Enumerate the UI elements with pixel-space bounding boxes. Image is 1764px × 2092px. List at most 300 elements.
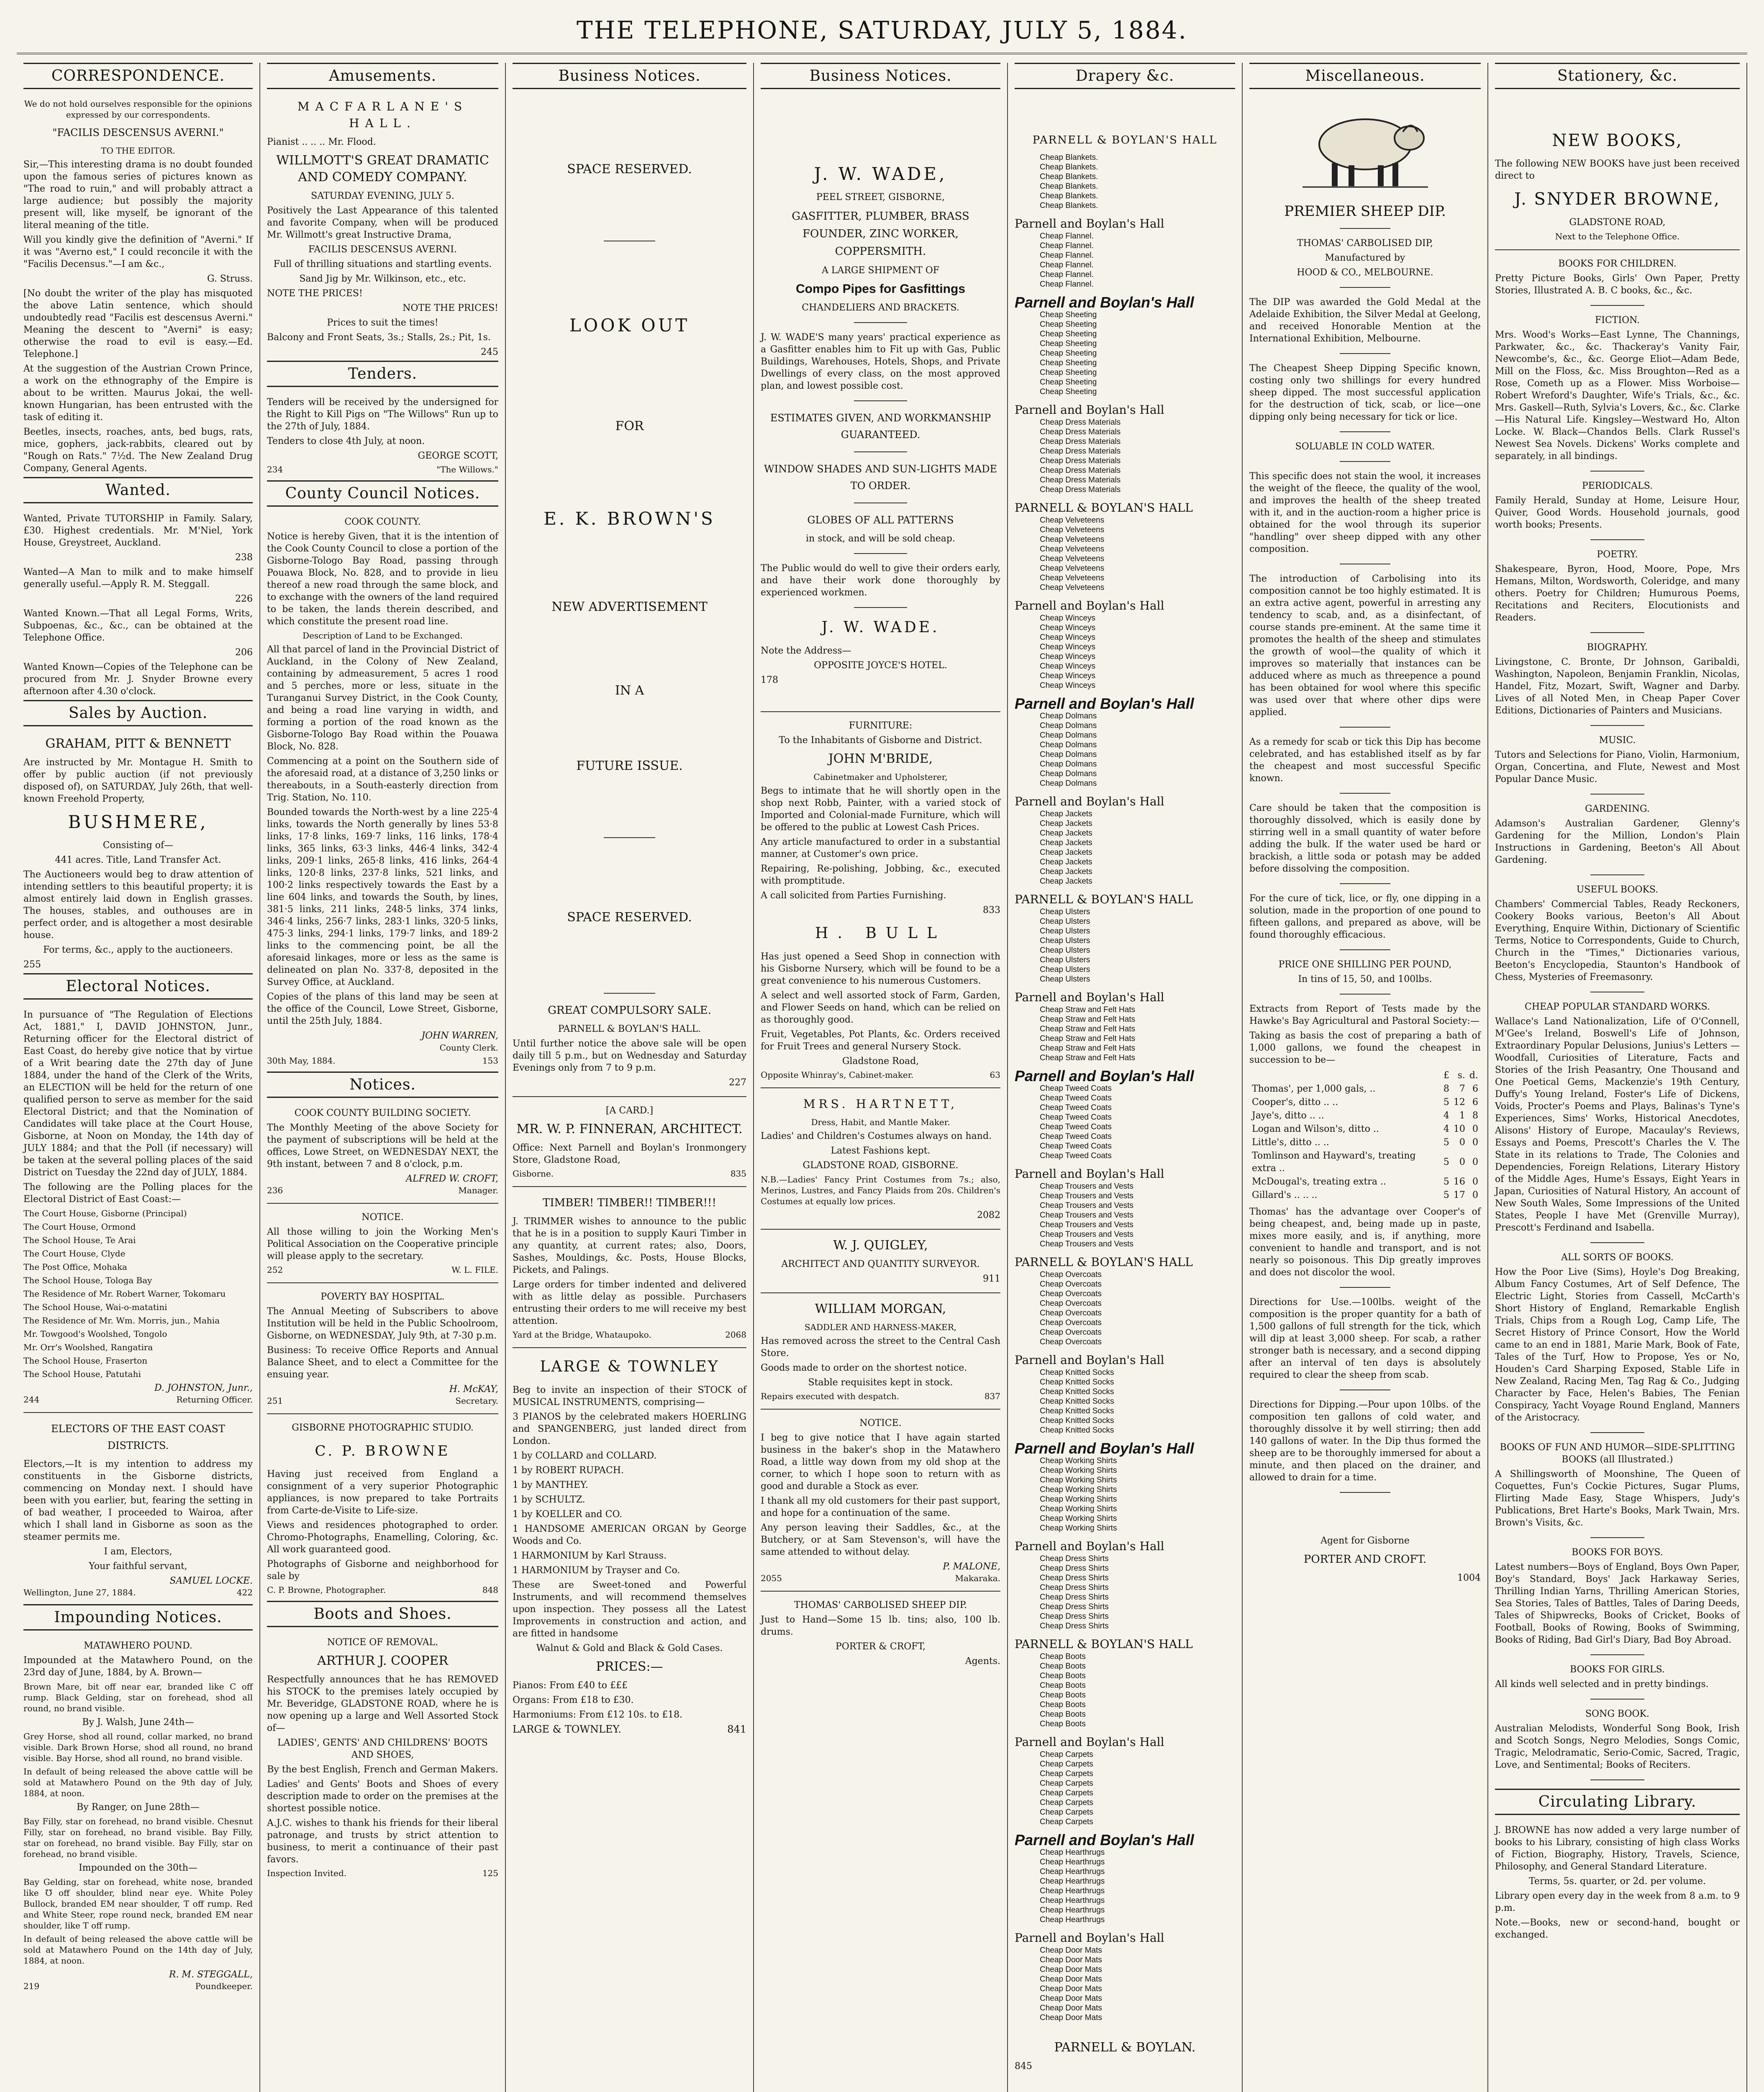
table-cell: 12 [1453,1097,1465,1108]
drapery-item: Cheap Tweed Coats [1040,1103,1112,1112]
drapery-item: Cheap Overcoats [1040,1338,1102,1346]
drapery-item: Cheap Jackets [1040,867,1092,876]
table-row [1250,1123,1480,1136]
mcbride-solicit: A call solicited from Parties Furnishing. [761,890,946,901]
hospital-secretary: H. McKAY, [449,1384,498,1395]
drapery-item: Cheap Hearthrugs [1040,1915,1105,1924]
building-society-body: The Monthly Meeting of the above Society for the payment of subscriptions will be held at the offices, Lowe Street, on WEDNESDAY NEXT, the 9th instant, between 7 and 8 o'clock, p.m. [267,1123,498,1169]
drapery-item: Cheap Tweed Coats [1040,1084,1112,1093]
drapery-item: Cheap Dress Materials [1040,485,1121,494]
drapery-item: Cheap Winceys [1040,623,1096,632]
drapery-item: Cheap Knitted Socks [1040,1407,1114,1415]
impound-items: Grey Horse, shod all round, collar marked, no brand visible. Dark Brown Horse, shod all round, no brand visible. Bay Horse, shod all round, no brand visible. [23,1731,253,1763]
notice-title: NOTICE. [859,1418,902,1428]
wanted-ad: Wanted Known—Copies of the Telephone can be procured from Mr. J. Snyder Browne every afternoon after 4.30 o'clock. [23,662,253,697]
drapery-item: Cheap Overcoats [1040,1299,1102,1308]
photo-body: Having just received from England a consignment of a very superior Photographic appliances, is now prepared to take Portraits from Carte-de-Visite to Life-size. [267,1469,498,1516]
table-cell: 5 [1443,1137,1449,1148]
county-clerk-name: JOHN WARREN, [421,1031,498,1041]
drapery-item: Cheap Dolmans [1040,731,1097,740]
drapery-item: Cheap Trousers and Vests [1040,1211,1133,1220]
drapery-item: Cheap Boots [1040,1662,1086,1671]
table-cell: 5 [1443,1157,1449,1167]
drapery-item: Cheap Dolmans [1040,712,1097,720]
polling-place: Mr. Towgood's Woolshed, Tongolo [23,1329,167,1339]
section-heading-miscellaneous: Miscellaneous. [1249,63,1481,89]
drapery-item: Cheap Sheeting [1040,387,1097,396]
hartnett-body: Ladies' and Children's Costumes always on hand. [761,1131,992,1141]
disclaimer: We do not hold ourselves responsible for the opinions expressed by our correspondents. [24,99,252,120]
drapery-item: Cheap Carpets [1040,1789,1093,1797]
drapery-group-heading: Parnell and Boylan's Hall [1015,1440,1194,1457]
cost-table [1249,1069,1481,1202]
timber-title: TIMBER! TIMBER!! TIMBER!!! [543,1197,716,1209]
section-heading-wanted: Wanted. [23,477,253,503]
large-townley-signature: LARGE & TOWNLEY. [513,1723,621,1735]
auction-consisting: Consisting of— [103,840,174,851]
drapery-item: Cheap Velveteens [1040,554,1105,563]
agent-name: PORTER AND CROFT. [1303,1553,1427,1566]
for-text: FOR [615,419,644,433]
drapery-item: Cheap Dress Materials [1040,447,1121,456]
tender-body: Tenders will be received by the undersigned for the Right to Kill Pigs on "The Willows" Run up to the 27th of July, 1884. [267,397,498,432]
morgan-name: WILLIAM MORGAN, [815,1302,946,1316]
section-heading-business: Business Notices. [761,63,1000,89]
drapery-item: Cheap Door Mats [1040,1984,1102,1993]
drapery-item: Cheap Dress Materials [1040,428,1121,436]
table-cell: 5 [1443,1190,1449,1200]
letter-to-editor: TO THE EDITOR. [101,146,175,156]
company-body: Positively the Last Appearance of this talented and favorite Company, when will be produced Mr. Willmott's great Instructive Drama, [267,205,498,240]
book-section-title: SONG BOOK. [1585,1709,1649,1719]
hospital-title: POVERTY BAY HOSPITAL. [320,1292,445,1302]
wade-shipment: A LARGE SHIPMENT OF [821,265,940,276]
hartnett-address: GLADSTONE ROAD, GISBORNE. [803,1160,959,1171]
drapery-group-heading: Parnell and Boylan's Hall [1015,294,1194,311]
morgan-body: Has removed across the street to the Central Cash Store. [761,1336,1000,1359]
building-society-title: COOK COUNTY BUILDING SOCIETY. [294,1108,471,1118]
table-cell: 6 [1472,1097,1478,1108]
table-cell: 8 [1443,1084,1449,1094]
pianist: Pianist .. .. .. Mr. Flood. [267,137,376,147]
dip-body: As a remedy for scab or tick this Dip has become celebrated, and has established itself as by far the cheapest and most successful Specific known. [1249,737,1481,784]
drapery-item: Cheap Working Shirts [1040,1495,1117,1504]
music-item: 1 by COLLARD and COLLARD. [513,1451,657,1461]
dip-body: For the cure of tick, lice, or fly, one dipping in a solution, made in the proportion of one pound to fifteen gallons, and prepared as above, will be found thoroughly efficacious. [1249,893,1481,940]
music-item: 1 by ROBERT RUPACH. [513,1465,624,1476]
sale-location: PARNELL & BOYLAN'S HALL. [558,1024,701,1034]
soluble-note: SOLUABLE IN COLD WATER. [1295,441,1435,452]
table-cell: Tomlinson and Hayward's, treating extra .. [1252,1151,1416,1174]
drapery-item: Cheap Blankets. [1040,172,1098,181]
wade-body: J. W. WADE'S many years' practical experience as a Gasfitter enables him to Fit up with Gas, Public Buildings, Warehouses, Hotels, Shops, and Private Dwellings of every class, on the most approved plan, and lowest possible cost. [761,332,1000,391]
drapery-item: Cheap Ulsters [1040,975,1090,984]
impound-by: By J. Walsh, June 24th— [82,1717,194,1728]
county-notice: Commencing at a point on the Southern side of the aforesaid road, at a distance of 3,250 links or thereabouts, in a South-easterly direction from Trig. Station, No. 110. [267,756,498,803]
table-cell: Thomas', per 1,000 gals, .. [1252,1084,1376,1094]
drapery-item: Cheap Ulsters [1040,965,1090,974]
drapery-item: Cheap Ulsters [1040,936,1090,945]
drapery-item: Cheap Tweed Coats [1040,1123,1112,1131]
drapery-item: Cheap Ulsters [1040,927,1090,936]
drapery-item: Cheap Hearthrugs [1040,1906,1105,1915]
bull-body-2: A select and well assorted stock of Farm, Garden, and Flower Seeds on hand, which can be relied on as thoroughly good. [761,990,1000,1025]
morgan-body-4: Repairs executed with despatch. [761,1391,900,1401]
county-notice: Bounded towards the North-west by a line 225·4 links, towards the North generally by lines 53·8 links, 17·8 links, 169·7 links, 116 links, 178·4 links, 365 links, 63·3 links, 446·4 links, 342·4 links, 209·1 links, 265·8 links, 416 links, 264·4 links, 120·8 links, 237·8 links, 521 links, and 100·2 links respectively towards the East by a line 604 links, and towards the South, by lines, 381·5 links, 211 links, 248·5 links, 374 links, 346·4 links, 256·7 links, 283·1 links, 320·5 links, 475·3 links, 294·1 links, 179·7 links, and 189·2 links to the commencing point, be all the aforesaid linkages, more or less as the same is delineated on plan No. 337·8, deposited in the Survey Office, at Auckland. [267,807,498,987]
electors-title: ELECTORS OF THE EAST COAST DISTRICTS. [51,1423,225,1451]
drapery-item: Cheap Trousers and Vests [1040,1230,1133,1239]
table-cell: 0 [1472,1157,1478,1167]
look-out: LOOK OUT [569,315,690,336]
drapery-signature: PARNELL & BOYLAN. [1054,2040,1196,2055]
polling-places-list [23,1208,253,1379]
drapery-item: Cheap Ulsters [1040,917,1090,926]
drapery-group-heading: Parnell and Boylan's Hall [1015,795,1164,808]
electors-place: Wellington, June 27, 1884. [23,1587,136,1597]
future-issue: FUTURE ISSUE. [576,759,683,773]
impound-body: Impounded at the Matawhero Pound, on the 23rd day of June, 1884, by A. Brown— [23,1655,253,1678]
drapery-item: Cheap Working Shirts [1040,1476,1117,1484]
notice-signature: W. L. FILE. [451,1265,498,1275]
book-section-title: MUSIC. [1599,735,1636,746]
drapery-item: Cheap Tweed Coats [1040,1113,1112,1122]
drapery-item: Cheap Straw and Felt Hats [1040,1054,1136,1062]
ad-number: 63 [990,1070,1000,1080]
hospital-role: Secretary. [455,1396,498,1406]
wade-address-2: OPPOSITE JOYCE'S HOTEL. [814,660,947,671]
book-section-title: FICTION. [1595,315,1640,326]
hall-title: MACFARLANE'S HALL. [297,100,468,130]
section-heading-tenders: Tenders. [267,361,498,387]
ad-number: 238 [235,552,253,563]
drapery-item: Cheap Overcoats [1040,1309,1102,1318]
table-header-cell [1250,1069,1441,1082]
book-section-body: Tutors and Selections for Piano, Violin, Harmonium, Organ, Concertina, and Flute, Newest and Most Popular Dance Music. [1495,750,1740,784]
drapery-item: Cheap Carpets [1040,1760,1093,1769]
impound-ranger: By Ranger, on June 28th— [77,1802,200,1813]
drapery-item: Cheap Blankets. [1040,192,1098,200]
auction-body: Are instructed by Mr. Montague H. Smith to offer by public auction (if not previously disposed of), on SATURDAY, July 26th, that well-known Freehold Property, [23,757,253,804]
book-section-body: Latest numbers—Boys of England, Boys Own Paper, Boy's Standard, Boys' Jack Harkaway Series, Thrilling Indian Yarns, Thrilling American Stories, Sea Stories, Tales of Battles, Tales of Daring Deeds, Tales of Shipwrecks, Books of Cricket, Books of Football, Books of Rowing, Books of Swimming, Books of Riding, Bad Girl's Diary, Bad Boy Abroad. [1495,1562,1740,1645]
table-cell: 0 [1472,1124,1478,1134]
wade-chandeliers: CHANDELIERS AND BRACKETS. [802,303,959,313]
drama-title: FACILIS DESCENSUS AVERNI. [308,244,457,255]
bull-name: H. BULL [815,925,946,942]
drapery-item: Cheap Door Mats [1040,1956,1102,1964]
drapery-item: Cheap Tweed Coats [1040,1151,1112,1160]
prices-heading: PRICES:— [596,1659,663,1674]
column-stationery [1488,63,1747,2092]
hospital-body-2: Business: To receive Office Reports and Annual Balance Sheet, and to elect a Committee for the ensuing year. [267,1345,498,1380]
library-body: J. BROWNE has now added a very large number of books to his Library, consisting of high class Works of Fiction, Biography, History, Travels, Science, Philosophy, and General Standard Literature. [1495,1825,1740,1872]
music-organ: 1 HANDSOME AMERICAN ORGAN by George Woods and Co. [513,1524,746,1546]
drapery-group-heading: Parnell and Boylan's Hall [1015,599,1164,613]
polling-place: The Post Office, Mohaka [23,1262,127,1272]
furniture-to: To the Inhabitants of Gisborne and District. [779,735,982,746]
music-item: 1 by MANTHEY. [513,1480,588,1490]
music-pianos: 3 PIANOS by the celebrated makers HOERLING and SPANGENBERG, just landed direct from London. [513,1412,746,1446]
drapery-item: Cheap Door Mats [1040,1994,1102,2003]
morgan-body-2: Goods made to order on the shortest notice. [761,1363,967,1373]
drapery-item: Cheap Door Mats [1040,1975,1102,1984]
dance-note: Sand Jig by Mr. Wilkinson, etc., etc. [299,274,466,284]
drapery-item: Cheap Winceys [1040,643,1096,651]
drapery-item: Cheap Velveteens [1040,564,1105,573]
drapery-item: Cheap Working Shirts [1040,1485,1117,1494]
ad-number: 911 [983,1274,1000,1284]
dip-body: Thomas' has the advantage over Cooper's of being cheapest, and, being made up in paste, mixes more easily, and is, if anything, more convenient to handle and transport, and is not nearly so poisonous. This Dip greatly improves and does not discolor the wool. [1249,1207,1481,1278]
drapery-item: Cheap Straw and Felt Hats [1040,1025,1136,1033]
drapery-item: Cheap Dolmans [1040,779,1097,788]
drapery-item: Cheap Sheeting [1040,330,1097,338]
new-books-title: NEW BOOKS, [1552,131,1683,150]
music-cases: Walnut & Gold and Black & Gold Cases. [536,1643,723,1654]
section-heading-stationery: Stationery, &c. [1495,63,1740,89]
seat-prices: Balcony and Front Seats, 3s.; Stalls, 2s.; Pit, 1s. [267,332,491,343]
sheep-dip-agents: PORTER & CROFT, [835,1641,926,1652]
drapery-item: Cheap Velveteens [1040,545,1105,554]
drapery-item: Cheap Carpets [1040,1808,1093,1817]
drapery-item: Cheap Knitted Socks [1040,1397,1114,1406]
drapery-group-heading: Parnell and Boylan's Hall [1015,695,1194,712]
sheep-dip-title: PREMIER SHEEP DIP. [1284,203,1446,220]
wanted-ad: Wanted Known.—That all Legal Forms, Writs, Subpoenas, &c., &c., can be obtained at the Telephone Office. [23,608,253,643]
furniture-title: FURNITURE: [849,720,913,731]
table-row [1250,1150,1480,1175]
dip-body: Care should be taken that the composition is thoroughly dissolved, which is easily done by stirring well in a small quantity of water before adding the bulk. If the water used be hard or brackish, a little soda or potash may be added before dissolving the composition. [1249,803,1481,874]
drapery-group-heading: PARNELL & BOYLAN'S HALL [1015,892,1193,906]
drapery-item: Cheap Sheeting [1040,310,1097,319]
table-cell: 10 [1453,1124,1465,1134]
ad-number: 234 [267,464,283,474]
drapery-group-heading: PARNELL & BOYLAN'S HALL [1015,1255,1193,1269]
drapery-item: Cheap Dress Shirts [1040,1593,1109,1602]
letter-signature: G. Struss. [207,274,253,284]
table-cell: 7 [1459,1084,1465,1094]
sale-title: GREAT COMPULSORY SALE. [548,1004,711,1017]
mcbride-body-3: Repairing, Re-polishing, Jobbing, &c., executed with promptitude. [761,864,1000,886]
sheep-dip-title: THOMAS' CARBOLISED SHEEP DIP. [794,1600,967,1610]
tender-place: "The Willows." [436,464,498,474]
book-section-title: PERIODICALS. [1582,481,1653,491]
drapery-item: Cheap Straw and Felt Hats [1040,1044,1136,1053]
book-section-body: How the Poor Live (Sims), Hoyle's Dog Breaking, Album Fancy Costumes, Art of Self Defence, The Electric Light, Stories from Cassell, McCarth's Short History of England, Remarkable English Trials, Chips from a Rough Log, Camp Life, The Secret History of Prince Consort, How the World came to an end in 1881, Marie Mark, Book of Fate, Tales of the Turf, How to Propose, Yes or No, Houden's Card Sharping Exposed, Stable Life in New Zealand, Racing Men, Tag Rag & Co., Judging Character by Face, Helen's Babies, The Fenian Conspiracy, Yacht Voyage Round England, Manners of the Aristocracy. [1495,1267,1740,1423]
drapery-item: Cheap Tweed Coats [1040,1142,1112,1151]
mcbride-body-2: Any article manufactured to order in a substantial manner, at Customer's own price. [761,837,1000,859]
table-row [1250,1176,1480,1188]
drapery-item: Cheap Jackets [1040,877,1092,886]
ad-number: 206 [235,647,253,658]
card-label: [A CARD.] [605,1105,654,1116]
table-cell: Cooper's, ditto .. .. [1252,1097,1338,1108]
polling-place: The School House, Wai-o-matatini [23,1302,167,1312]
drapery-item: Cheap Winceys [1040,662,1096,671]
wade-name: J. W. WADE, [814,164,947,184]
table-header-cell: s. [1457,1070,1465,1081]
drapery-item: Cheap Hearthrugs [1040,1887,1105,1895]
wade-address: PEEL STREET, GISBORNE, [816,192,945,203]
book-section-title: BOOKS OF FUN AND HUMOR—SIDE-SPLITTING BOOKS (all Illustrated.) [1500,1442,1735,1465]
tender-close: Tenders to close 4th July, at noon. [267,436,425,446]
drapery-item: Cheap Flannel. [1040,251,1094,260]
book-section-body: Pretty Picture Books, Girls' Own Paper, Pretty Stories, Illustrated A. B. C books, &c., &c. [1495,273,1740,296]
electors-body: Electors,—It is my intention to address my constituents in the Gisborne districts, commencing on Monday next. I should have been with you earlier, but, fearing the setting in of bad weather, I proceeded to Wairoa, after which I shall land in Gisborne as soon as the steamer permits me. [23,1459,253,1542]
drapery-item: Cheap Winceys [1040,672,1096,680]
drapery-item: Cheap Flannel. [1040,280,1094,289]
drapery-item: Cheap Winceys [1040,614,1096,623]
drapery-item: Cheap Ulsters [1040,908,1090,916]
bull-body-3: Fruit, Vegetables, Pot Plants, &c. Orders received for Fruit Trees and general Nursery Stock. [761,1029,1000,1052]
letter-body: Sir,—This interesting drama is no doubt founded upon the famous series of pictures known as "The road to ruin," and will probably attract a large audience; but possibly the majority present will, like myself, be ignorant of the literal meaning of the title. [23,159,253,231]
polling-place: Mr. Orr's Woolshed, Rangatira [23,1342,153,1352]
book-section-title: CHEAP POPULAR STANDARD WORKS. [1525,1002,1710,1012]
drapery-item: Cheap Hearthrugs [1040,1896,1105,1905]
drapery-group-heading: PARNELL & BOYLAN'S HALL [1015,1637,1193,1651]
ad-number: 1004 [1457,1573,1481,1583]
drapery-item: Cheap Dress Materials [1040,476,1121,485]
hartnett-nb: N.B.—Ladies' Fancy Print Costumes from 7s.; also, Merinos, Lustres, and Fancy Plaids from 20s. Children's Costumes at equally low prices. [761,1174,1000,1206]
table-cell: 4 [1443,1124,1449,1134]
drapery-group-heading: Parnell and Boylan's Hall [1015,1353,1164,1367]
impound-items: Bay Filly, star on forehead, no brand visible. Chesnut Filly, star on forehead, no brand visible. Bay Filly, star on forehead, no brand visible. Bay Filly, star on forehead, no brand visible. [23,1816,253,1859]
new-books-intro: The following NEW BOOKS have just been received direct to [1495,159,1740,181]
drapery-item: Cheap Overcoats [1040,1318,1102,1327]
drapery-item: Cheap Ulsters [1040,956,1090,964]
bootmaker-name: ARTHUR J. COOPER [317,1654,448,1668]
drapery-item: Cheap Overcoats [1040,1270,1102,1279]
polling-place: The Court House, Clyde [23,1249,126,1259]
column-miscellaneous [1243,63,1488,2092]
drapery-item: Cheap Jackets [1040,819,1092,828]
ad-number: 125 [482,1868,498,1878]
section-heading-impounding: Impounding Notices. [23,1604,253,1631]
drapery-item: Cheap Boots [1040,1710,1086,1719]
drapery-item: Cheap Trousers and Vests [1040,1220,1133,1229]
section-heading-amusements: Amusements. [267,63,498,89]
drapery-item: Cheap Straw and Felt Hats [1040,1005,1136,1014]
bookseller-address: GLADSTONE ROAD, [1569,217,1666,228]
drapery-item: Cheap Boots [1040,1700,1086,1709]
prices-note: NOTE THE PRICES! [403,303,498,313]
photographer-signature: C. P. Browne, Photographer. [267,1585,386,1595]
drapery-item: Cheap Jackets [1040,848,1092,857]
table-cell: 6 [1472,1084,1478,1094]
returning-officer-name: D. JOHNSTON, Junr., [154,1383,253,1393]
drapery-item: Cheap Boots [1040,1652,1086,1661]
table-header-cell: £ [1443,1070,1449,1081]
hospital-body: The Annual Meeting of Subscribers to above Institution will be held in the Public Schoolroom, Gisborne, on WEDNESDAY, July 9th, at 7-30 p.m. [267,1306,498,1341]
drapery-item: Cheap Flannel. [1040,241,1094,250]
drapery-item: Cheap Sheeting [1040,359,1097,367]
property-name: BUSHMERE, [68,812,208,832]
malone-body: I beg to give notice that I have again started business in the baker's shop in the Matawhero Road, a little way down from my old shop at the corner, to which I hope soon to return with as good and durable a Stock as ever. [761,1433,1000,1492]
impound-30th: Impounded on the 30th— [79,1863,197,1873]
drapery-item: Cheap Overcoats [1040,1280,1102,1289]
drapery-item: Cheap Velveteens [1040,583,1105,592]
sheep-dip-role: Agents. [965,1656,1000,1666]
drapery-item: Cheap Dress Materials [1040,437,1121,446]
section-heading-drapery: Drapery &c. [1015,63,1235,89]
agent-label: Agent for Gisborne [1320,1536,1410,1546]
table-cell: Jaye's, ditto .. .. [1252,1110,1324,1121]
polling-place: The School House, Patutahi [23,1369,141,1379]
notice-title: NOTICE. [362,1212,404,1223]
drapery-item: Cheap Working Shirts [1040,1514,1117,1523]
timber-yard: Yard at the Bridge, Whataupoko. [513,1330,651,1340]
drapery-title: PARNELL & BOYLAN'S HALL [1032,134,1218,146]
table-cell: Gillard's .. .. .. [1252,1190,1318,1200]
returning-officer-role: Returning Officer. [176,1395,253,1405]
election-notice: In pursuance of "The Regulation of Elections Act, 1881," I, DAVID JOHNSTON, Junr., Returning officer for the Electoral district of East Coast, do hereby give notice that by virtue of a Writ bearing date the 27th day of June 1884, under the hand of the Clerk of the Writs, an ELECTION will be held for the return of one qualified person to serve as member for the said Electoral District; and that the Nomination of Candidates will take place at the Court House, Gisborne, at Noon on Monday, the 14th day of JULY 1884; and that the Poll (if necessary) will be taken at the several polling places of the said District on Tuesday the 22nd day of JULY, 1884. [23,1010,253,1178]
drapery-item: Cheap Trousers and Vests [1040,1182,1133,1191]
wade-window-shades: WINDOW SHADES AND SUN-LIGHTS MADE TO ORDER. [764,463,997,492]
table-cell: 4 [1443,1110,1449,1121]
dip-body: This specific does not stain the wool, it increases the weight of the fleece, the quality of the wool, and improves the health of the sheep treated with it, and in the auction-room a higher price is obtained for the wool through its superior "handling" over sheep dipped with any other composition. [1249,471,1481,554]
tender-signature: GEORGE SCOTT, [418,451,498,461]
drapery-item: Cheap Straw and Felt Hats [1040,1034,1136,1043]
drapery-item: Cheap Jackets [1040,858,1092,867]
table-row [1250,1110,1480,1122]
table-cell: McDougal's, treating extra .. [1252,1177,1386,1187]
architect-name: MR. W. P. FINNERAN, ARCHITECT. [516,1122,743,1136]
table-cell: 1 [1459,1110,1465,1121]
dip-taking: Taking as basis the cost of preparing a bath of 1,000 gallons, we found the cheapest in succession to be— [1249,1031,1481,1065]
morgan-body-3: Stable requisites kept in stock. [808,1377,953,1388]
table-cell: 5 [1443,1097,1449,1108]
music-item: 1 by SCHULTZ. [513,1495,585,1505]
drapery-item: Cheap Winceys [1040,652,1096,661]
drapery-item: Cheap Dolmans [1040,769,1097,778]
drapery-item: Cheap Dress Shirts [1040,1602,1109,1611]
timber-body-2: Large orders for timber indented and delivered with as little delay as possible. Purchasers entrusting their orders to me will receive my best attention. [513,1279,746,1326]
music-body: Beg to invite an inspection of their STOCK of MUSICAL INSTRUMENTS, comprising— [513,1385,746,1407]
bull-address-2: Opposite Whinray's, Cabinet-maker. [761,1070,914,1080]
polling-place: The School House, Tologa Bay [23,1275,152,1285]
music-item: 1 by KOELLER and CO. [513,1509,623,1520]
book-section-title: GARDENING. [1585,804,1650,814]
section-heading-boots: Boots and Shoes. [267,1601,498,1627]
drapery-item: Cheap Jackets [1040,829,1092,838]
removal-title: NOTICE OF REMOVAL. [327,1637,438,1648]
drapery-item: Cheap Flannel. [1040,232,1094,241]
music-harmonium: 1 HARMONIUM by Karl Strauss. [513,1551,667,1561]
hartnett-body-2: Latest Fashions kept. [831,1146,931,1156]
drapery-item: Cheap Boots [1040,1691,1086,1700]
ad-number: 178 [761,675,778,685]
drapery-item: Cheap Dress Shirts [1040,1554,1109,1563]
county-notice: Copies of the plans of this land may be seen at the office of the Council, Lowe Street, Gisborne, until the 25th July, 1884. [267,992,498,1026]
table-cell: Little's, ditto .. .. [1252,1137,1329,1148]
wanted-ad: Wanted—A Man to milk and to make himself generally useful.—Apply R. M. Steggall. [23,567,253,590]
electors-close-2: Your faithful servant, [89,1561,187,1572]
electors-signature: SAMUEL LOCKE. [169,1576,253,1586]
wade-estimates: ESTIMATES GIVEN, AND WORKMANSHIP GUARANTEED. [770,412,991,441]
drapery-item: Cheap Door Mats [1040,2013,1102,2022]
drapery-item: Cheap Velveteens [1040,574,1105,582]
wanted-ad: Wanted, Private TUTORSHIP in Family. Salary, £30. Highest credentials. Mr. M'Niel, York House, Greystreet, Auckland. [23,513,253,548]
ad-number: 226 [235,594,253,604]
table-cell: 17 [1453,1190,1465,1200]
drapery-item: Cheap Winceys [1040,633,1096,642]
large-townley-title: LARGE & TOWNLEY [540,1358,719,1375]
section-heading-electoral: Electoral Notices. [23,973,253,1000]
polling-place: The Residence of Mr. Robert Warner, Tokomaru [23,1289,226,1299]
auction-body-2: The Auctioneers would beg to draw attention of intending settlers to this beautiful property; it is almost entirely laid down in English grasses. The houses, stables, and outhouses are in perfect order, and is altogether a most desirable house. [23,869,253,941]
polling-place: The Residence of Mr. Wm. Morris, jun., Mahia [23,1315,220,1325]
table-row [1250,1096,1480,1109]
drapery-item: Cheap Boots [1040,1672,1086,1680]
letter-body-2: Will you kindly give the definition of "Averni." If it was "Averno est," I could reconcile it with the "Facilis Decensus."—I am &c., [23,235,253,269]
